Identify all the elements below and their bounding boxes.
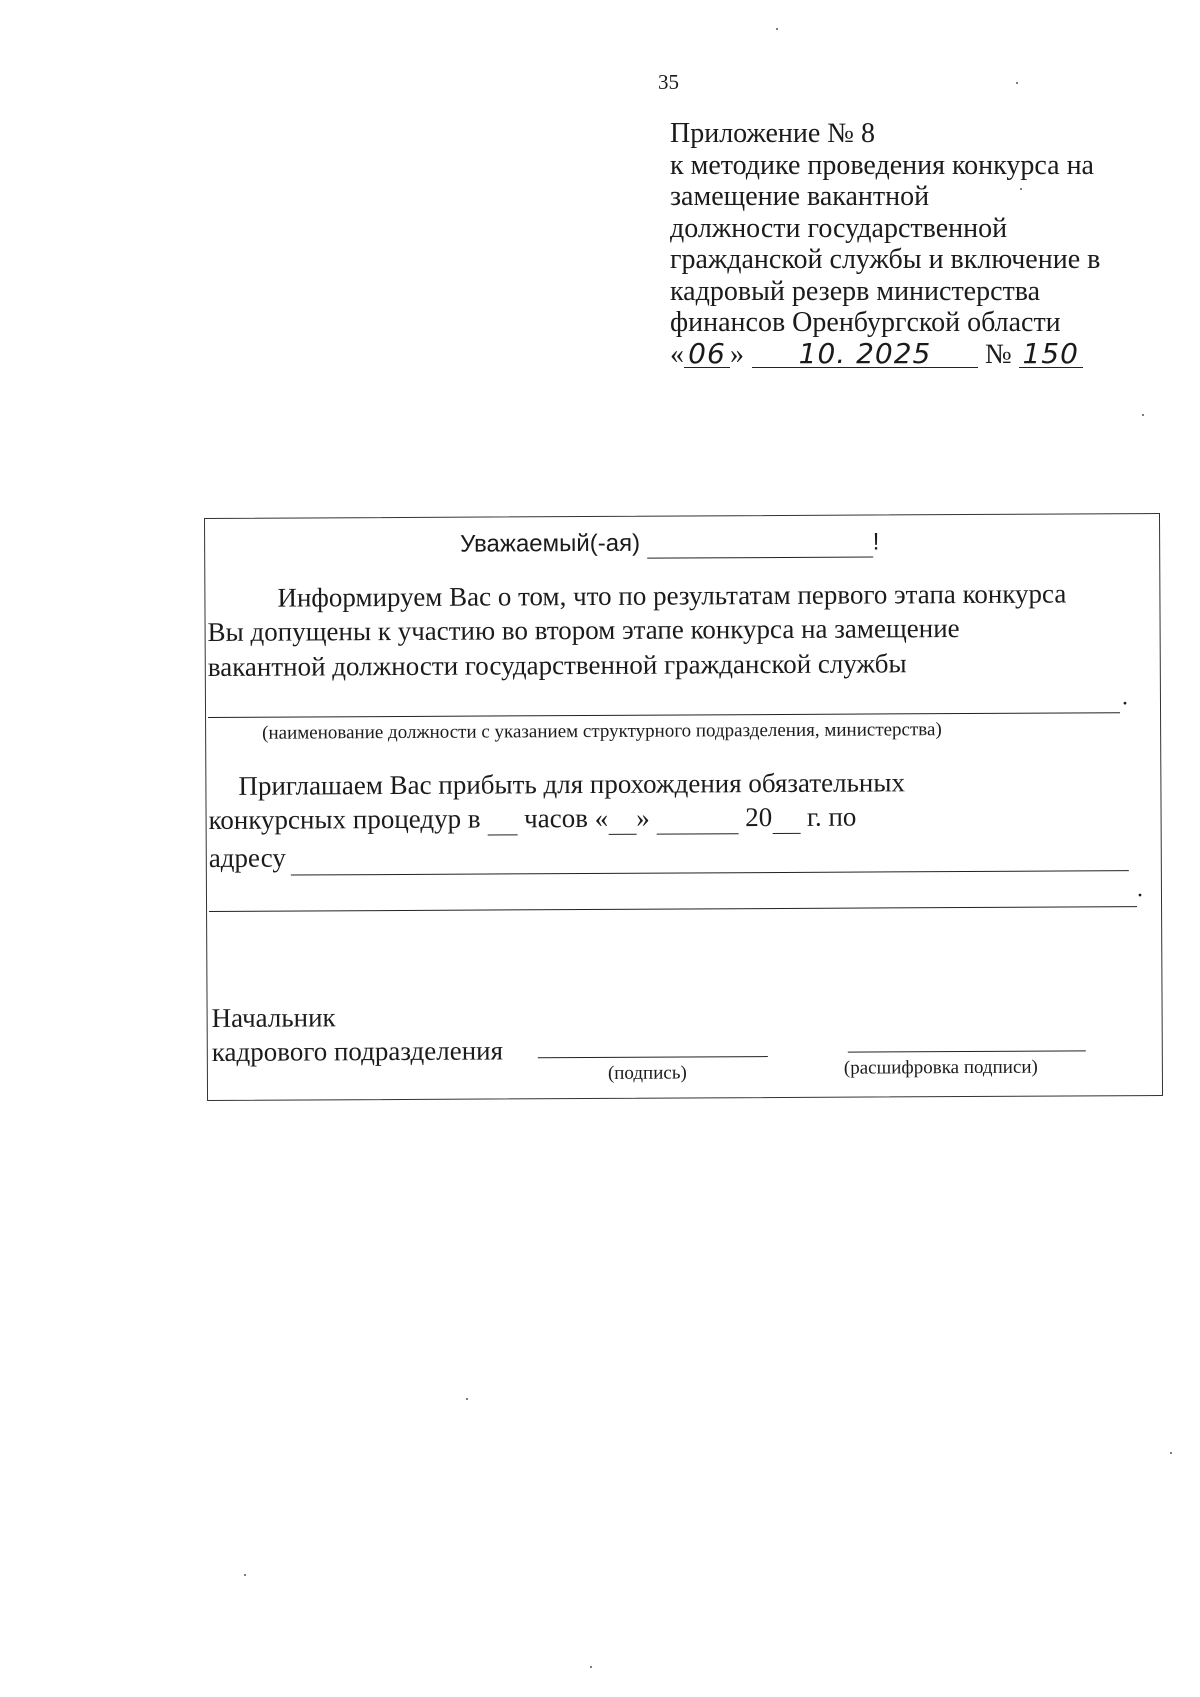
handwritten-day: 06 [684, 341, 730, 368]
signature-caption: (подпись) [607, 1062, 687, 1084]
appendix-header [670, 118, 1150, 370]
scan-speck [1170, 1452, 1172, 1454]
position-blank-line [208, 712, 1120, 718]
inform-line-1: Информируем Вас о том, что по результатам первого этапа конкурса [277, 578, 1067, 613]
invite-year-prefix: 20 [745, 802, 773, 833]
position-period: . [1121, 684, 1129, 711]
position-caption: (наименование должности с указанием структурного подразделения, министерства) [262, 719, 942, 744]
hour-blank [487, 803, 517, 835]
appendix-date-row [670, 336, 1150, 371]
appendix-line: гражданской службы и включение в [670, 244, 1101, 275]
appendix-line: финансов Оренбургской области [670, 307, 1061, 338]
scan-speck [1016, 82, 1018, 84]
scan-speck [1142, 414, 1144, 416]
month-blank [656, 802, 738, 834]
signature-decode-caption: (расшифровка подписи) [843, 1056, 1038, 1079]
appendix-line: кадровый резерв министерства [670, 275, 1041, 307]
open-quote: « [670, 338, 684, 370]
day-blank [608, 803, 636, 835]
appendix-title: Приложение № 8 [670, 118, 875, 149]
close-quote: » [730, 338, 744, 370]
page-number: 35 [658, 70, 679, 94]
scan-speck [776, 28, 778, 30]
invite-hours-label: часов « [524, 802, 609, 834]
appendix-line: должности государственной [670, 212, 1008, 244]
handwritten-month-year: 10. 2025 [752, 341, 978, 368]
address-blank-line-1 [291, 870, 1129, 875]
scan-speck [244, 1574, 246, 1576]
invite-line-1: Приглашаем Вас прибыть для прохождения обязательных [238, 767, 906, 801]
greeting-row [460, 528, 879, 559]
address-label: адресу [208, 842, 286, 873]
address-blank-line-2 [209, 906, 1137, 912]
signature-decode-line [848, 1050, 1086, 1052]
appendix-line: замещение вакантной [670, 181, 930, 212]
address-period: . [1136, 876, 1144, 903]
invite-procedures-label: конкурсных процедур в [208, 803, 481, 835]
appendix-line: к методике проведения конкурса на [670, 149, 1094, 181]
invite-year-suffix: г. по [806, 801, 857, 832]
signature-line [538, 1056, 768, 1058]
inform-line-2: Вы допущены к участию во втором этапе конкурса на замещение [207, 613, 960, 647]
handwritten-order-number: 150 [1019, 341, 1083, 368]
addressee-blank [647, 528, 873, 558]
head-title-line-2: кадрового подразделения [211, 1035, 504, 1067]
greeting-label: Уважаемый(-ая) [460, 529, 641, 558]
number-sign: № [985, 338, 1012, 370]
invite-line-2 [209, 802, 857, 837]
invitation-form [204, 513, 1163, 1101]
head-title-line-1: Начальник [211, 1002, 336, 1033]
scan-speck [1020, 188, 1022, 190]
inform-line-3: вакантной должности государственной гражданской службы [207, 648, 907, 682]
greeting-exclamation: ! [872, 528, 880, 556]
scan-speck [590, 1666, 592, 1668]
year-blank [772, 802, 800, 834]
invite-quote-close: » [636, 802, 650, 833]
scan-speck [466, 1398, 468, 1400]
